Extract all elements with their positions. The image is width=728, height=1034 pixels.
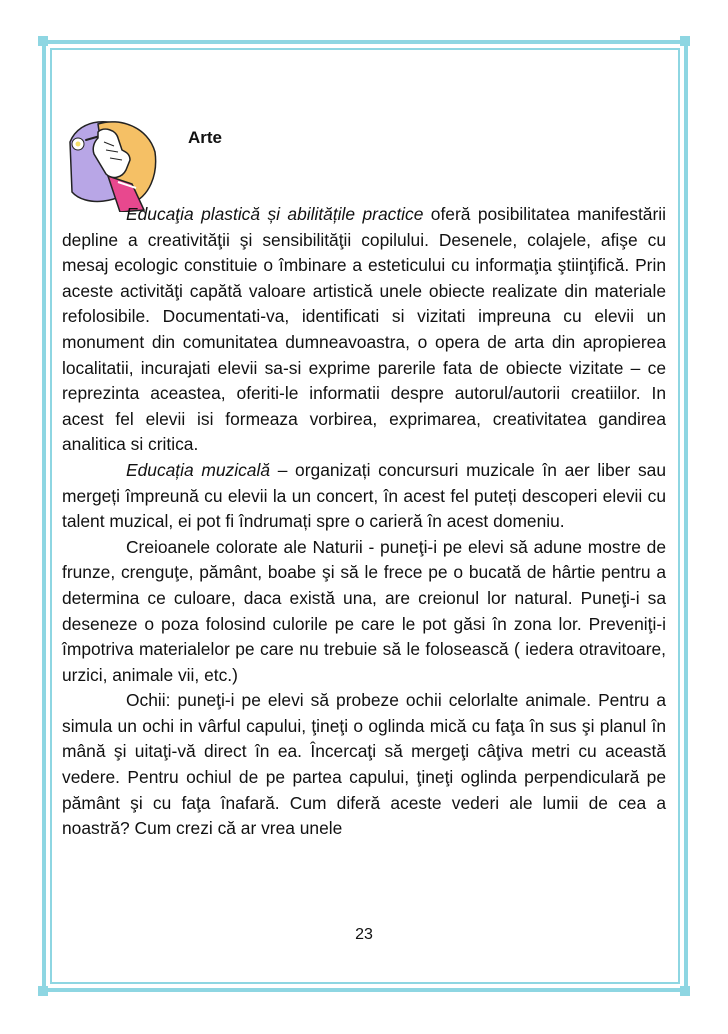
paragraph-nature-crayons	[62, 535, 666, 689]
page-number: 23	[355, 926, 373, 943]
body-text	[62, 202, 666, 842]
paragraph-animal-eyes	[62, 688, 666, 842]
paragraph-text: Ochii: puneţi-i pe elevi să probeze ochii celorlalte animale. Pentru a simula un ochi in vârful capului, ţineţi o oglinda mică cu faţa în sus şi planul în mână şi uitaţi-vă direct în ea. Încercaţi să mergeţi câţiva metri cu această vedere. Pentru ochiul de pe partea capului, ţineţi oglinda perpendiculară pe pământ şi cu faţa înafară. Cum diferă aceste vederi ale lumii de cea a noastră? Cum crezi că ar vrea unele	[62, 690, 666, 839]
paragraph-music-education	[62, 458, 666, 535]
paragraph-text: Creioanele colorate ale Naturii - puneţi-i pe elevi să adune mostre de frunze, crenguţe, pământ, boabe şi să le frece pe o bucată de hârtie pentru a determina ce culoare, daca există una, are creionul lor natural. Puneţi-i sa deseneze o poza folosind culorile pe care le pot găsi în zona lor. Preveniţi-i împotriva materialelor pe care nu trebuie să le folosească ( iedera otravitoare, urzici, animale vii, etc.)	[62, 536, 666, 685]
paragraph-lead-italic: Educația muzicală	[126, 459, 270, 480]
border-corner-bottom-left	[38, 986, 48, 996]
paragraph-lead-italic: Educaţia plastică și abilitățile practice	[126, 204, 424, 224]
paragraph-text: oferă posibilitatea manifestării depline a creativităţii şi sensibilităţii copilului. Desenele, colajele, afişe cu mesaj ecologic constituie o îmbinare a esteticului cu informaţia ştiinţifică. Prin aceste activităţi capătă valoare artistică unele obiecte realizate din materiale refolosibile. Documentati-va, identificati si vizitati impreuna cu elevii un monument din comunitatea dumneavoastra, o opera de arta din apropierea localitatii, incurajati elevii sa-si exprime parerile fata de obiecte vizitate – ce reprezinta aceastea, oferiti-le informatii despre autorul/autorii creatiilor. In acest fel elevii isi formeaza vorbirea, exprimarea, creativitatea gandirea analitica si critica.	[62, 204, 666, 455]
border-corner-top-left	[38, 36, 48, 46]
paragraph-text: – organizați concursuri muzicale în aer liber sau mergeți împreună cu elevii la un concert, în acest fel puteți descoperi elevii cu talent muzical, ei pot fi îndrumați spre o carieră în acest domeniu.	[62, 459, 666, 532]
section-heading: Arte	[188, 128, 223, 147]
border-corner-bottom-right	[680, 986, 690, 996]
border-corner-top-right	[680, 36, 690, 46]
paragraph-visual-arts	[62, 202, 666, 458]
hand-drawing-art-icon	[60, 112, 160, 212]
